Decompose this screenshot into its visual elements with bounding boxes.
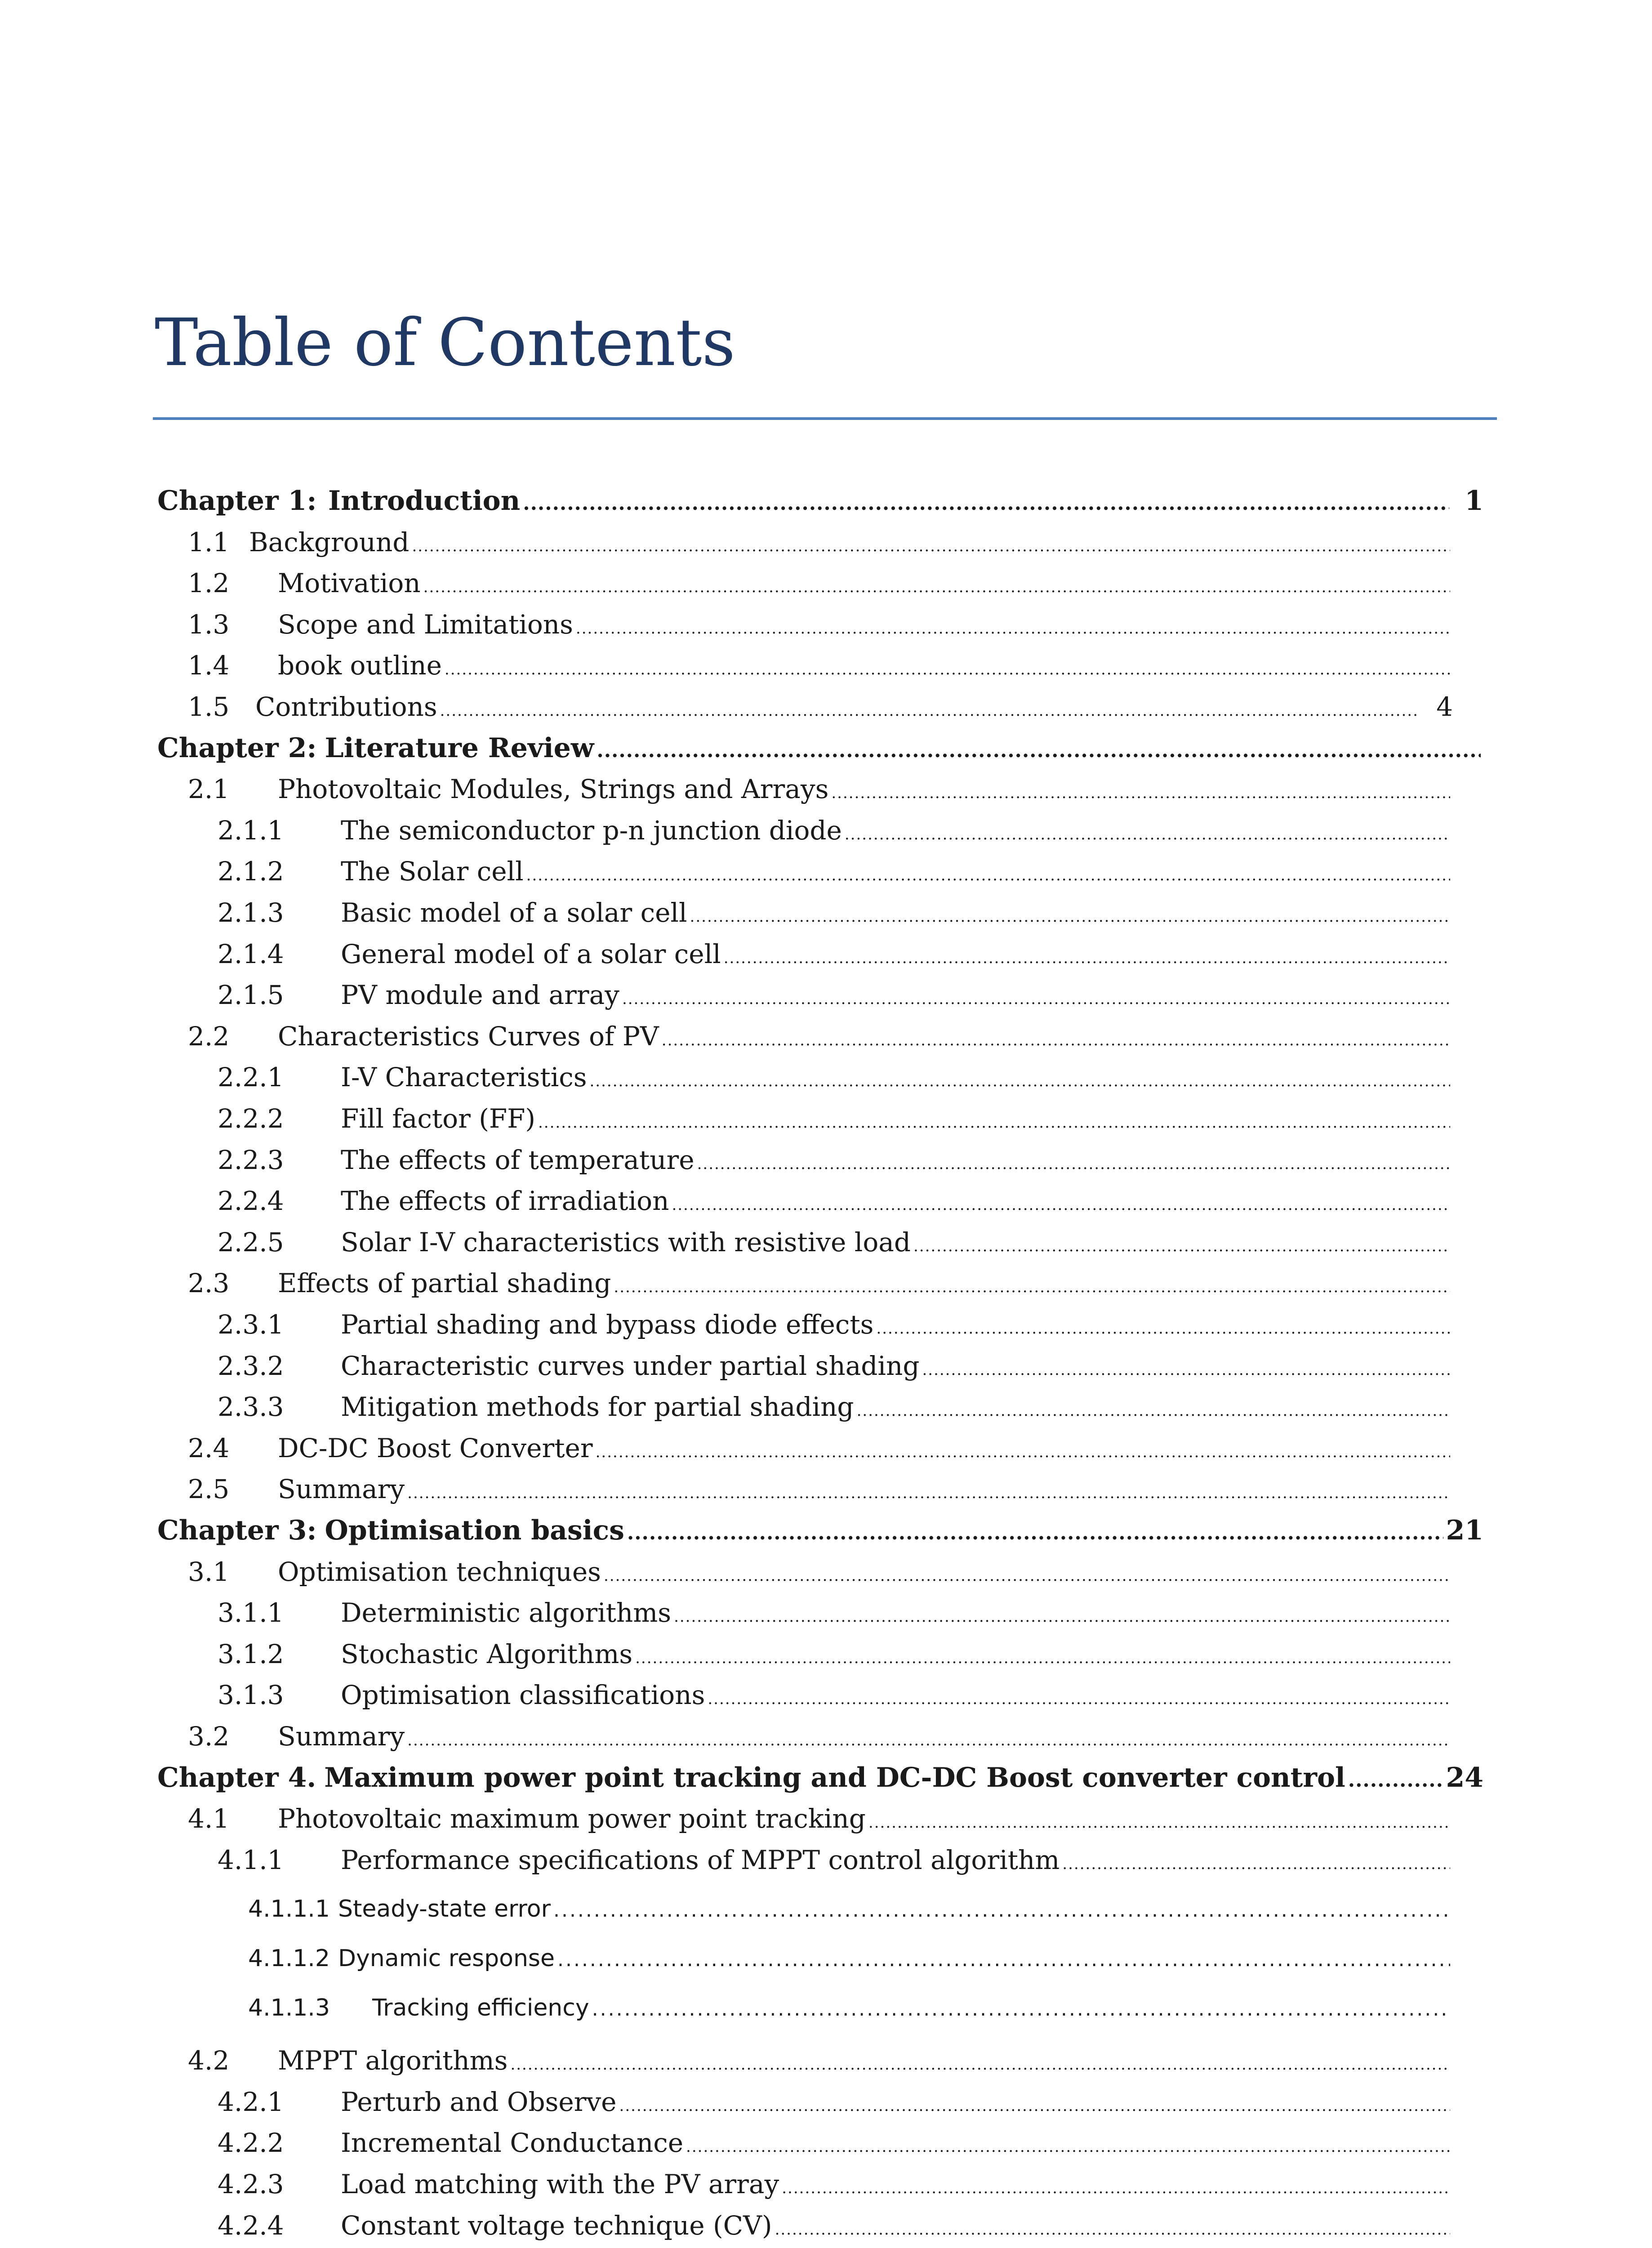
toc-entry-number: 2.1.4 bbox=[218, 938, 284, 969]
toc-entry[interactable] bbox=[218, 1098, 1453, 1139]
toc-entry-number: 4.1 bbox=[188, 1803, 230, 1834]
toc-entry[interactable] bbox=[218, 1633, 1453, 1675]
toc-entry-number: 4.2 bbox=[188, 2045, 230, 2076]
toc-entry-label: Motivation bbox=[278, 568, 421, 599]
toc-entry-label: DC-DC Boost Converter bbox=[278, 1432, 593, 1463]
dot-leader bbox=[523, 480, 1449, 524]
toc-entry[interactable] bbox=[188, 645, 1453, 686]
dot-leader bbox=[445, 645, 1450, 690]
toc-entry-label: Steady-state error bbox=[338, 1896, 551, 1923]
dot-leader bbox=[590, 1057, 1451, 1102]
toc-entry-label: Load matching with the PV array bbox=[341, 2169, 779, 2199]
dot-leader bbox=[913, 1222, 1450, 1267]
dot-leader bbox=[557, 1938, 1450, 1980]
toc-entry-label: Introduction bbox=[328, 485, 521, 517]
toc-entry-number: 4.1.1.3 bbox=[248, 1994, 330, 2021]
toc-entry[interactable] bbox=[188, 1798, 1453, 1839]
toc-entry-label: Fill factor (FF) bbox=[341, 1103, 535, 1134]
dot-leader bbox=[423, 562, 1450, 608]
toc-entry-page: 1 bbox=[1465, 485, 1483, 517]
toc-entry-label: General model of a solar cell bbox=[341, 938, 721, 969]
toc-entry-number: 2.1.3 bbox=[218, 897, 284, 928]
toc-entry-label: Deterministic algorithms bbox=[341, 1597, 672, 1628]
toc-entry-number: 2.1 bbox=[188, 774, 230, 805]
dot-leader bbox=[510, 2040, 1450, 2085]
dot-leader bbox=[868, 1798, 1450, 1843]
toc-entry-number: 4.2.3 bbox=[218, 2169, 284, 2199]
toc-entry-label: Partial shading and bypass diode effects bbox=[341, 1309, 874, 1340]
toc-entry-label: The semiconductor p-n junction diode bbox=[341, 815, 842, 846]
toc-entry-label: Solar I-V characteristics with resistive load bbox=[341, 1227, 911, 1258]
toc-entry[interactable] bbox=[218, 2163, 1453, 2205]
toc-entry-number: 2.3.3 bbox=[218, 1392, 284, 1423]
toc-entry[interactable] bbox=[218, 1839, 1453, 1881]
toc-entry[interactable] bbox=[218, 810, 1453, 851]
toc-entry-number: 2.1.2 bbox=[218, 856, 284, 887]
toc-entry-label: Dynamic response bbox=[338, 1945, 555, 1972]
dot-leader bbox=[614, 1262, 1450, 1308]
toc-entry[interactable] bbox=[188, 522, 1453, 563]
toc-entry[interactable] bbox=[218, 892, 1453, 933]
toc-entry-number: 2.2.2 bbox=[218, 1103, 284, 1134]
dot-leader bbox=[622, 974, 1450, 1020]
toc-entry-label: Photovoltaic maximum power point tracking bbox=[278, 1803, 866, 1834]
dot-leader bbox=[922, 1345, 1450, 1391]
dot-leader bbox=[596, 1427, 1450, 1473]
toc-entry-number: Chapter 2: bbox=[157, 732, 317, 764]
toc-entry-label: Characteristics Curves of PV bbox=[278, 1021, 659, 1052]
toc-entry-label: Scope and Limitations bbox=[278, 609, 573, 640]
toc-entry[interactable] bbox=[188, 562, 1453, 604]
toc-entry-number: 2.2.5 bbox=[218, 1227, 284, 1258]
dot-leader bbox=[576, 604, 1450, 649]
dot-leader bbox=[690, 892, 1450, 937]
toc-entry[interactable] bbox=[188, 1551, 1453, 1592]
title-divider bbox=[153, 417, 1497, 420]
dot-leader bbox=[635, 1633, 1450, 1679]
toc-entry-page: 21 bbox=[1446, 1515, 1483, 1546]
toc-entry-label: PV module and array bbox=[341, 980, 619, 1011]
toc-entry-label bbox=[341, 2246, 822, 2248]
toc-entry-number: 2.4 bbox=[188, 1432, 230, 1463]
toc-entry-label: Performance specifications of MPPT control algorithm bbox=[341, 1844, 1060, 1875]
toc-entry-number: 2.3.1 bbox=[218, 1309, 284, 1340]
toc-entry-number: 2.2.4 bbox=[218, 1186, 284, 1217]
toc-entry[interactable] bbox=[218, 2246, 1453, 2248]
toc-entry-number: 4.2.1 bbox=[218, 2086, 284, 2117]
dot-leader bbox=[440, 686, 1419, 731]
toc-entry-label: Incremental Conductance bbox=[341, 2128, 684, 2159]
dot-leader bbox=[674, 1592, 1450, 1637]
toc-entry-number: 2.5 bbox=[188, 1474, 230, 1505]
toc-entry-label: Stochastic Algorithms bbox=[341, 1638, 633, 1669]
toc-entry-label: Photovoltaic Modules, Strings and Arrays bbox=[278, 774, 829, 805]
toc-entry-number: 3.1.3 bbox=[218, 1680, 284, 1711]
toc-entry-label: Summary bbox=[278, 1721, 405, 1752]
toc-entry-label: Perturb and Observe bbox=[341, 2086, 617, 2117]
toc-entry-label: Mitigation methods for partial shading bbox=[341, 1392, 854, 1423]
dot-leader bbox=[553, 1888, 1450, 1931]
toc-entry-label: Summary bbox=[278, 1474, 405, 1505]
toc-entry-label: book outline bbox=[278, 650, 442, 681]
toc-entry-number: 4.1.1.2 bbox=[248, 1945, 330, 1972]
toc-entry-page: 4 bbox=[1436, 691, 1453, 722]
toc-entry-number: 2.3 bbox=[188, 1268, 230, 1299]
toc-entry-number: 1.3 bbox=[188, 609, 230, 640]
toc-entry[interactable] bbox=[218, 933, 1453, 975]
toc-entry-label: Constant voltage technique (CV) bbox=[341, 2210, 772, 2241]
toc-entry[interactable] bbox=[188, 1427, 1453, 1469]
dot-leader bbox=[604, 1551, 1450, 1597]
toc-entry-number: Chapter 4. bbox=[157, 1762, 316, 1793]
dot-leader bbox=[876, 1304, 1450, 1349]
dot-leader bbox=[619, 2081, 1450, 2127]
dot-leader bbox=[857, 1386, 1450, 1432]
toc-entry-number: 4.2.2 bbox=[218, 2128, 284, 2159]
toc-entry[interactable] bbox=[157, 727, 1483, 769]
toc-entry-number: Chapter 1: bbox=[157, 485, 317, 517]
dot-leader bbox=[1348, 1757, 1443, 1801]
toc-entry[interactable] bbox=[218, 1345, 1453, 1387]
dot-leader bbox=[845, 810, 1450, 855]
toc-entry-number bbox=[218, 2246, 341, 2248]
toc-entry-label: Basic model of a solar cell bbox=[341, 897, 687, 928]
dot-leader bbox=[672, 1180, 1450, 1226]
toc-entry-label: Tracking efficiency bbox=[372, 1994, 589, 2021]
toc-entry-label: Characteristic curves under partial shading bbox=[341, 1350, 920, 1381]
dot-leader bbox=[407, 1716, 1450, 1761]
toc-entry-number: 3.1 bbox=[188, 1556, 230, 1587]
toc-entry-number: 2.1.5 bbox=[218, 980, 284, 1011]
toc-entry[interactable] bbox=[218, 1592, 1453, 1633]
toc-entry[interactable] bbox=[248, 1888, 1453, 1930]
toc-entry-label: The effects of temperature bbox=[341, 1144, 695, 1175]
toc-entry-label: MPPT algorithms bbox=[278, 2045, 508, 2076]
toc-entry[interactable] bbox=[188, 1716, 1453, 1757]
dot-leader bbox=[775, 2205, 1450, 2248]
toc-entry[interactable] bbox=[188, 1016, 1453, 1057]
toc-entry-label: The effects of irradiation bbox=[341, 1186, 669, 1217]
toc-entry-label: Maximum power point tracking and DC-DC Boost converter control bbox=[324, 1762, 1345, 1793]
toc-entry[interactable] bbox=[218, 1304, 1453, 1345]
toc-entry[interactable] bbox=[218, 2122, 1453, 2163]
dot-leader bbox=[697, 1139, 1450, 1185]
dot-leader bbox=[686, 2122, 1450, 2168]
toc-entry[interactable] bbox=[157, 480, 1483, 522]
dot-leader bbox=[412, 522, 1450, 567]
toc-entry-number: Chapter 3: bbox=[157, 1515, 317, 1546]
dot-leader bbox=[824, 2246, 1450, 2248]
toc-entry[interactable] bbox=[218, 2205, 1453, 2246]
toc-entry[interactable] bbox=[218, 1222, 1453, 1263]
toc-entry-number: 1.1 bbox=[188, 526, 230, 558]
toc-entry[interactable] bbox=[188, 768, 1453, 810]
toc-entry-number: 3.1.2 bbox=[218, 1638, 284, 1669]
toc-entry-page: 24 bbox=[1446, 1762, 1483, 1793]
toc-entry[interactable] bbox=[218, 851, 1453, 892]
dot-leader bbox=[782, 2163, 1450, 2209]
toc-entry[interactable] bbox=[218, 1139, 1453, 1181]
toc-entry[interactable] bbox=[218, 1057, 1453, 1098]
toc-entry-label: Effects of partial shading bbox=[278, 1268, 611, 1299]
toc-entry[interactable] bbox=[218, 1386, 1453, 1427]
dot-leader bbox=[592, 1987, 1450, 2030]
toc-entry-number: 2.2 bbox=[188, 1021, 230, 1052]
toc-entry-number: 2.3.2 bbox=[218, 1350, 284, 1381]
toc-entry[interactable] bbox=[248, 1987, 1453, 2029]
toc-entry-number: 3.1.1 bbox=[218, 1597, 284, 1628]
toc-entry-label: Contributions bbox=[255, 691, 437, 722]
dot-leader bbox=[831, 768, 1450, 814]
toc-entry[interactable] bbox=[248, 1938, 1453, 1979]
toc-entry-label: Background bbox=[249, 526, 410, 558]
toc-entry-number: 1.5 bbox=[188, 691, 230, 722]
page-title: Table of Contents bbox=[155, 305, 735, 381]
dot-leader bbox=[724, 933, 1450, 979]
toc-entry-number: 1.4 bbox=[188, 650, 230, 681]
toc-entry-label: Literature Review bbox=[325, 732, 594, 764]
dot-leader bbox=[407, 1468, 1450, 1514]
toc-entry[interactable] bbox=[157, 1510, 1483, 1551]
toc-entry-number: 2.1.1 bbox=[218, 815, 284, 846]
toc-entry[interactable] bbox=[218, 1180, 1453, 1222]
toc-entry-label: Optimisation classifications bbox=[341, 1680, 705, 1711]
toc-entry[interactable] bbox=[188, 686, 1453, 727]
toc-entry[interactable] bbox=[188, 2040, 1453, 2081]
dot-leader bbox=[662, 1016, 1450, 1061]
toc-entry[interactable] bbox=[188, 1262, 1453, 1304]
dot-leader bbox=[597, 727, 1481, 772]
toc-entry-label: I-V Characteristics bbox=[341, 1062, 587, 1093]
toc-entry[interactable] bbox=[188, 1468, 1453, 1510]
dot-leader bbox=[708, 1674, 1450, 1720]
toc-entry[interactable] bbox=[218, 974, 1453, 1016]
dot-leader bbox=[1062, 1839, 1450, 1885]
toc-entry-number: 2.2.3 bbox=[218, 1144, 284, 1175]
toc-entry-number: 4.1.1 bbox=[218, 1844, 284, 1875]
dot-leader bbox=[627, 1510, 1443, 1554]
toc-entry-label: The Solar cell bbox=[341, 856, 524, 887]
toc-entry-number: 4.1.1.1 bbox=[248, 1896, 330, 1923]
toc-entry-number: 2.2.1 bbox=[218, 1062, 284, 1093]
toc-entry-number: 4.2.4 bbox=[218, 2210, 284, 2241]
toc-entry[interactable] bbox=[157, 1757, 1483, 1798]
toc-entry[interactable] bbox=[218, 2081, 1453, 2123]
toc-entry-label: Optimisation techniques bbox=[278, 1556, 601, 1587]
toc-entry-label: Optimisation basics bbox=[325, 1515, 624, 1546]
toc-entry-number: 3.2 bbox=[188, 1721, 230, 1752]
dot-leader bbox=[538, 1098, 1450, 1143]
toc-entry[interactable] bbox=[218, 1674, 1453, 1716]
toc-entry[interactable] bbox=[188, 604, 1453, 645]
toc-entry-number: 1.2 bbox=[188, 568, 230, 599]
dot-leader bbox=[526, 851, 1450, 896]
